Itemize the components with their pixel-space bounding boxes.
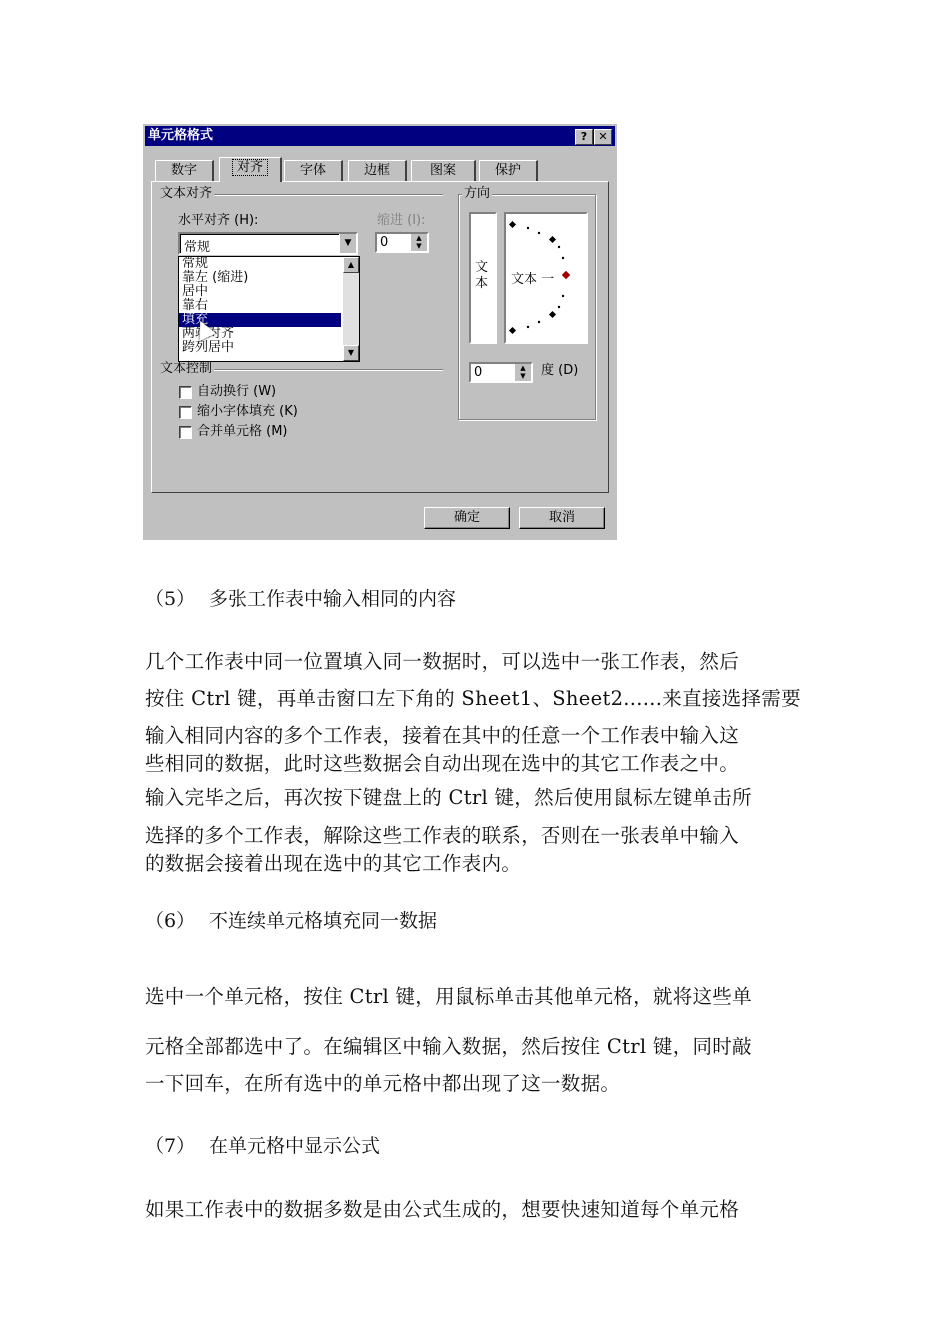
horizontal-align-label: 水平对齐 (H): (178, 213, 259, 228)
section-5-heading (145, 586, 456, 612)
wrap-text-checkbox[interactable] (179, 386, 192, 399)
list-item-selected[interactable]: 填充 (179, 313, 341, 327)
text-line: 的数据会接着出现在选中的其它工作表内。 (145, 852, 522, 875)
tab-patterns[interactable]: 图案 (411, 160, 476, 181)
degree-spinner[interactable] (469, 362, 533, 383)
indent-spinner[interactable] (375, 232, 429, 253)
tab-border[interactable]: 边框 (348, 160, 407, 181)
close-button[interactable]: ✕ (594, 129, 612, 145)
section-5-number: （5） (145, 588, 196, 610)
tab-alignment[interactable]: 对齐 (219, 157, 282, 182)
cancel-button[interactable]: 取消 (519, 507, 605, 529)
shrink-to-fit-checkbox[interactable] (179, 406, 192, 419)
dialog-title: 单元格格式 (148, 128, 214, 143)
dial-dot (538, 232, 540, 234)
horizontal-align-value: 常规 (184, 240, 211, 255)
dial-dot (558, 306, 560, 308)
text-line: 几个工作表中同一位置填入同一数据时，可以选中一张工作表，然后 (145, 650, 740, 673)
text-line: 选中一个单元格，按住 Ctrl 键，用鼠标单击其他单元格，就将这些单 (145, 985, 752, 1008)
dial-dot (562, 257, 564, 259)
horizontal-text: 文本 一 (511, 272, 555, 287)
dial-dot (527, 227, 529, 229)
text-line: 选择的多个工作表，解除这些工作表的联系，否则在一张表单中输入 (145, 824, 740, 847)
tab-number[interactable]: 数字 (155, 160, 214, 181)
dial-dot (538, 321, 540, 323)
list-item[interactable]: 常规 (182, 256, 209, 271)
list-item[interactable]: 靠右 (182, 298, 209, 313)
spinner-arrows-icon[interactable]: ▲ ▼ (515, 364, 531, 381)
text-line: 输入完毕之后，再次按下键盘上的 Ctrl 键，然后使用鼠标左键单击所 (145, 786, 752, 809)
scroll-down-icon[interactable]: ▼ (343, 345, 359, 361)
text-align-group-label: 文本对齐 (160, 186, 213, 201)
text-line: 如果工作表中的数据多数是由公式生成的，想要快速知道每个单元格 (145, 1198, 740, 1221)
tab-font[interactable]: 字体 (284, 160, 343, 181)
scroll-up-icon[interactable]: ▲ (343, 257, 359, 273)
dial-marker-90 (509, 221, 516, 228)
degree-label: 度 (D) (541, 363, 579, 378)
chevron-down-icon[interactable]: ▼ (339, 234, 356, 253)
dialog-title-bar (145, 126, 615, 146)
shrink-to-fit-label: 缩小字体填充 (K) (197, 404, 298, 419)
paragraph (145, 1028, 807, 1102)
paragraph (145, 978, 807, 1015)
list-item[interactable]: 居中 (182, 284, 209, 299)
dial-dot (562, 295, 564, 297)
dial-dot (558, 246, 560, 248)
text-line: 元格全部都选中了。在编辑区中输入数据，然后按住 Ctrl 键，同时敲 (145, 1035, 752, 1058)
ok-button[interactable]: 确定 (424, 507, 510, 529)
section-7-title: 在单元格中显示公式 (209, 1135, 381, 1157)
paragraph (145, 1191, 807, 1228)
text-line: 些相同的数据，此时这些数据会自动出现在选中的其它工作表之中。 (145, 752, 740, 775)
dial-dot (527, 326, 529, 328)
text-control-group-label: 文本控制 (160, 361, 213, 376)
dial-marker-0 (562, 271, 570, 279)
text-line: 按住 Ctrl 键，再单击窗口左下角的 Sheet1、Sheet2......来直接选择需要 (145, 687, 801, 710)
section-5-title: 多张工作表中输入相同的内容 (209, 588, 457, 610)
degree-value: 0 (474, 365, 483, 380)
paragraph (145, 822, 807, 878)
spinner-arrows-icon[interactable]: ▲ ▼ (411, 234, 427, 251)
text-line: 输入相同内容的多个工作表，接着在其中的任意一个工作表中输入这 (145, 724, 740, 747)
dial-marker-minus90 (509, 327, 516, 334)
section-6-title: 不连续单元格填充同一数据 (209, 910, 438, 932)
help-button[interactable]: ? (575, 129, 593, 145)
merge-cells-checkbox[interactable] (179, 426, 192, 439)
format-cells-dialog (143, 124, 617, 540)
paragraph (145, 779, 807, 816)
orientation-group-label: 方向 (464, 186, 491, 201)
indent-label: 缩进 (I): (377, 213, 426, 228)
tab-protection[interactable]: 保护 (479, 160, 538, 181)
dial-marker-45 (549, 236, 556, 243)
paragraph (145, 643, 807, 717)
merge-cells-label: 合并单元格 (M) (197, 424, 288, 439)
indent-value: 0 (380, 235, 389, 250)
section-6-number: （6） (145, 910, 196, 932)
paragraph (145, 722, 807, 778)
list-item[interactable]: 跨列居中 (182, 340, 235, 355)
section-6-heading (145, 908, 437, 934)
list-item[interactable]: 靠左 (缩进) (182, 270, 249, 285)
list-item[interactable]: 两端对齐 (182, 326, 235, 341)
vertical-text-box[interactable] (469, 212, 497, 344)
list-scrollbar[interactable] (343, 257, 359, 361)
text-line: 一下回车，在所有选中的单元格中都出现了这一数据。 (145, 1072, 621, 1095)
section-7-number: （7） (145, 1135, 196, 1157)
vertical-text: 文本 (475, 260, 489, 291)
wrap-text-label: 自动换行 (W) (197, 384, 277, 399)
section-7-heading (145, 1133, 380, 1159)
dial-marker-minus45 (549, 311, 556, 318)
orientation-dial[interactable] (504, 212, 588, 344)
horizontal-align-list (178, 256, 360, 362)
horizontal-align-select[interactable] (178, 232, 358, 255)
